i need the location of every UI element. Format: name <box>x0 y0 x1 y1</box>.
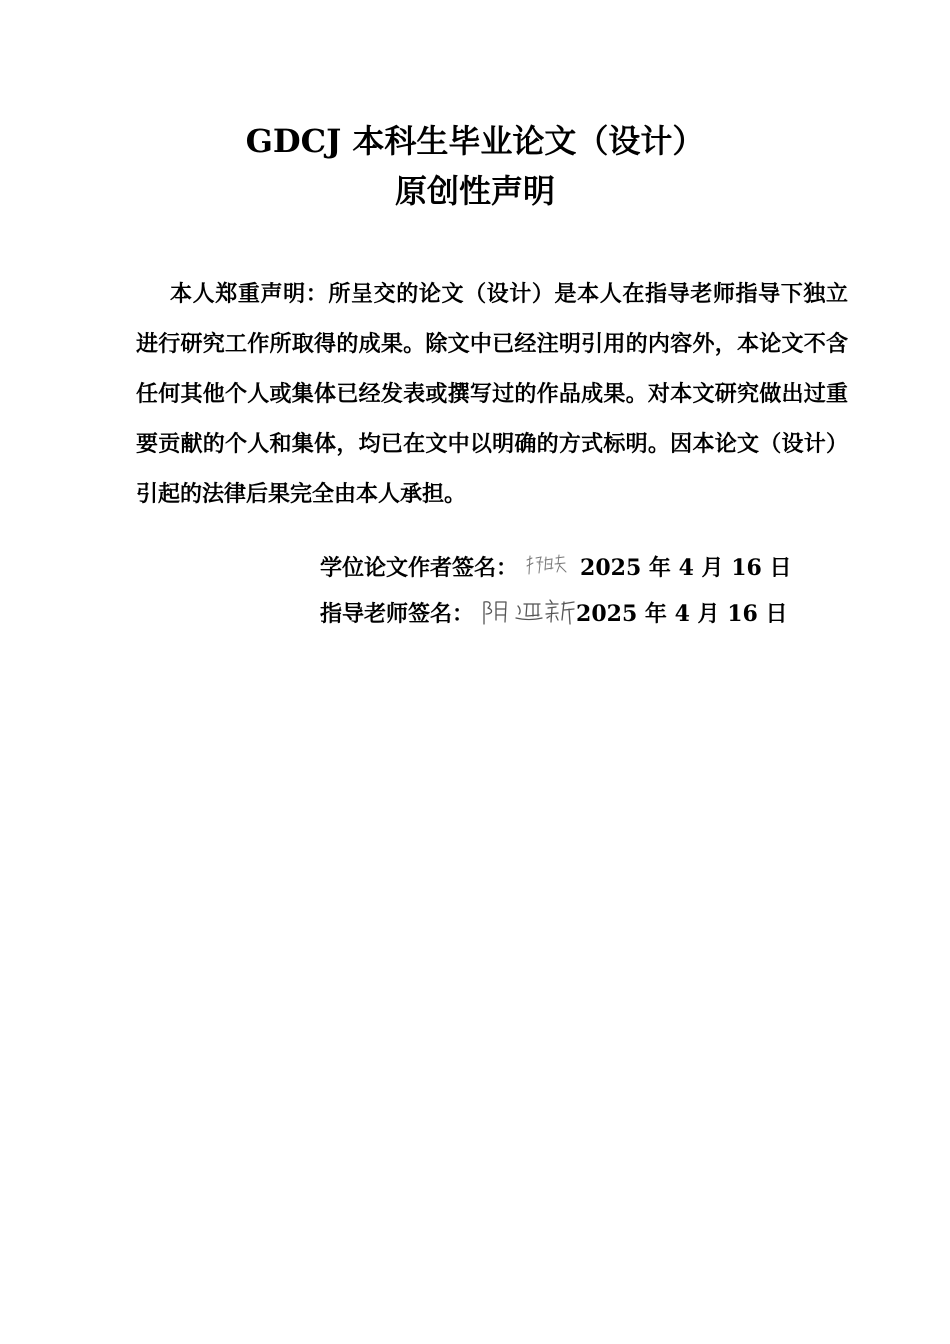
advisor-sign-date: 2025 年 4 月 16 日 <box>576 600 788 627</box>
author-signature-label: 学位论文作者签名： <box>320 555 519 581</box>
declaration-statement: 本人郑重声明：所呈交的论文（设计）是本人在指导老师指导下独立进行研究工作所取得的成果。除文中已经注明引用的内容外，本论文不含任何其他个人或集体已经发表或撰写过的作品成果。对本文研究做出过重要贡献的个人和集体，均已在文中以明确的方式标明。因本论文（设计）引起的法律后果完全由本人承担。 <box>136 282 848 507</box>
advisor-handwritten-signature <box>480 596 580 628</box>
advisor-signature-label: 指导老师签名： <box>320 601 475 627</box>
advisor-signature-row <box>320 594 787 630</box>
document-title: GDCJ 本科生毕业论文（设计） <box>245 122 705 160</box>
author-signature-row <box>320 548 791 584</box>
author-handwritten-signature <box>524 552 572 580</box>
author-sign-date: 2025 年 4 月 16 日 <box>580 554 792 581</box>
document-subtitle: 原创性声明 <box>394 172 555 210</box>
